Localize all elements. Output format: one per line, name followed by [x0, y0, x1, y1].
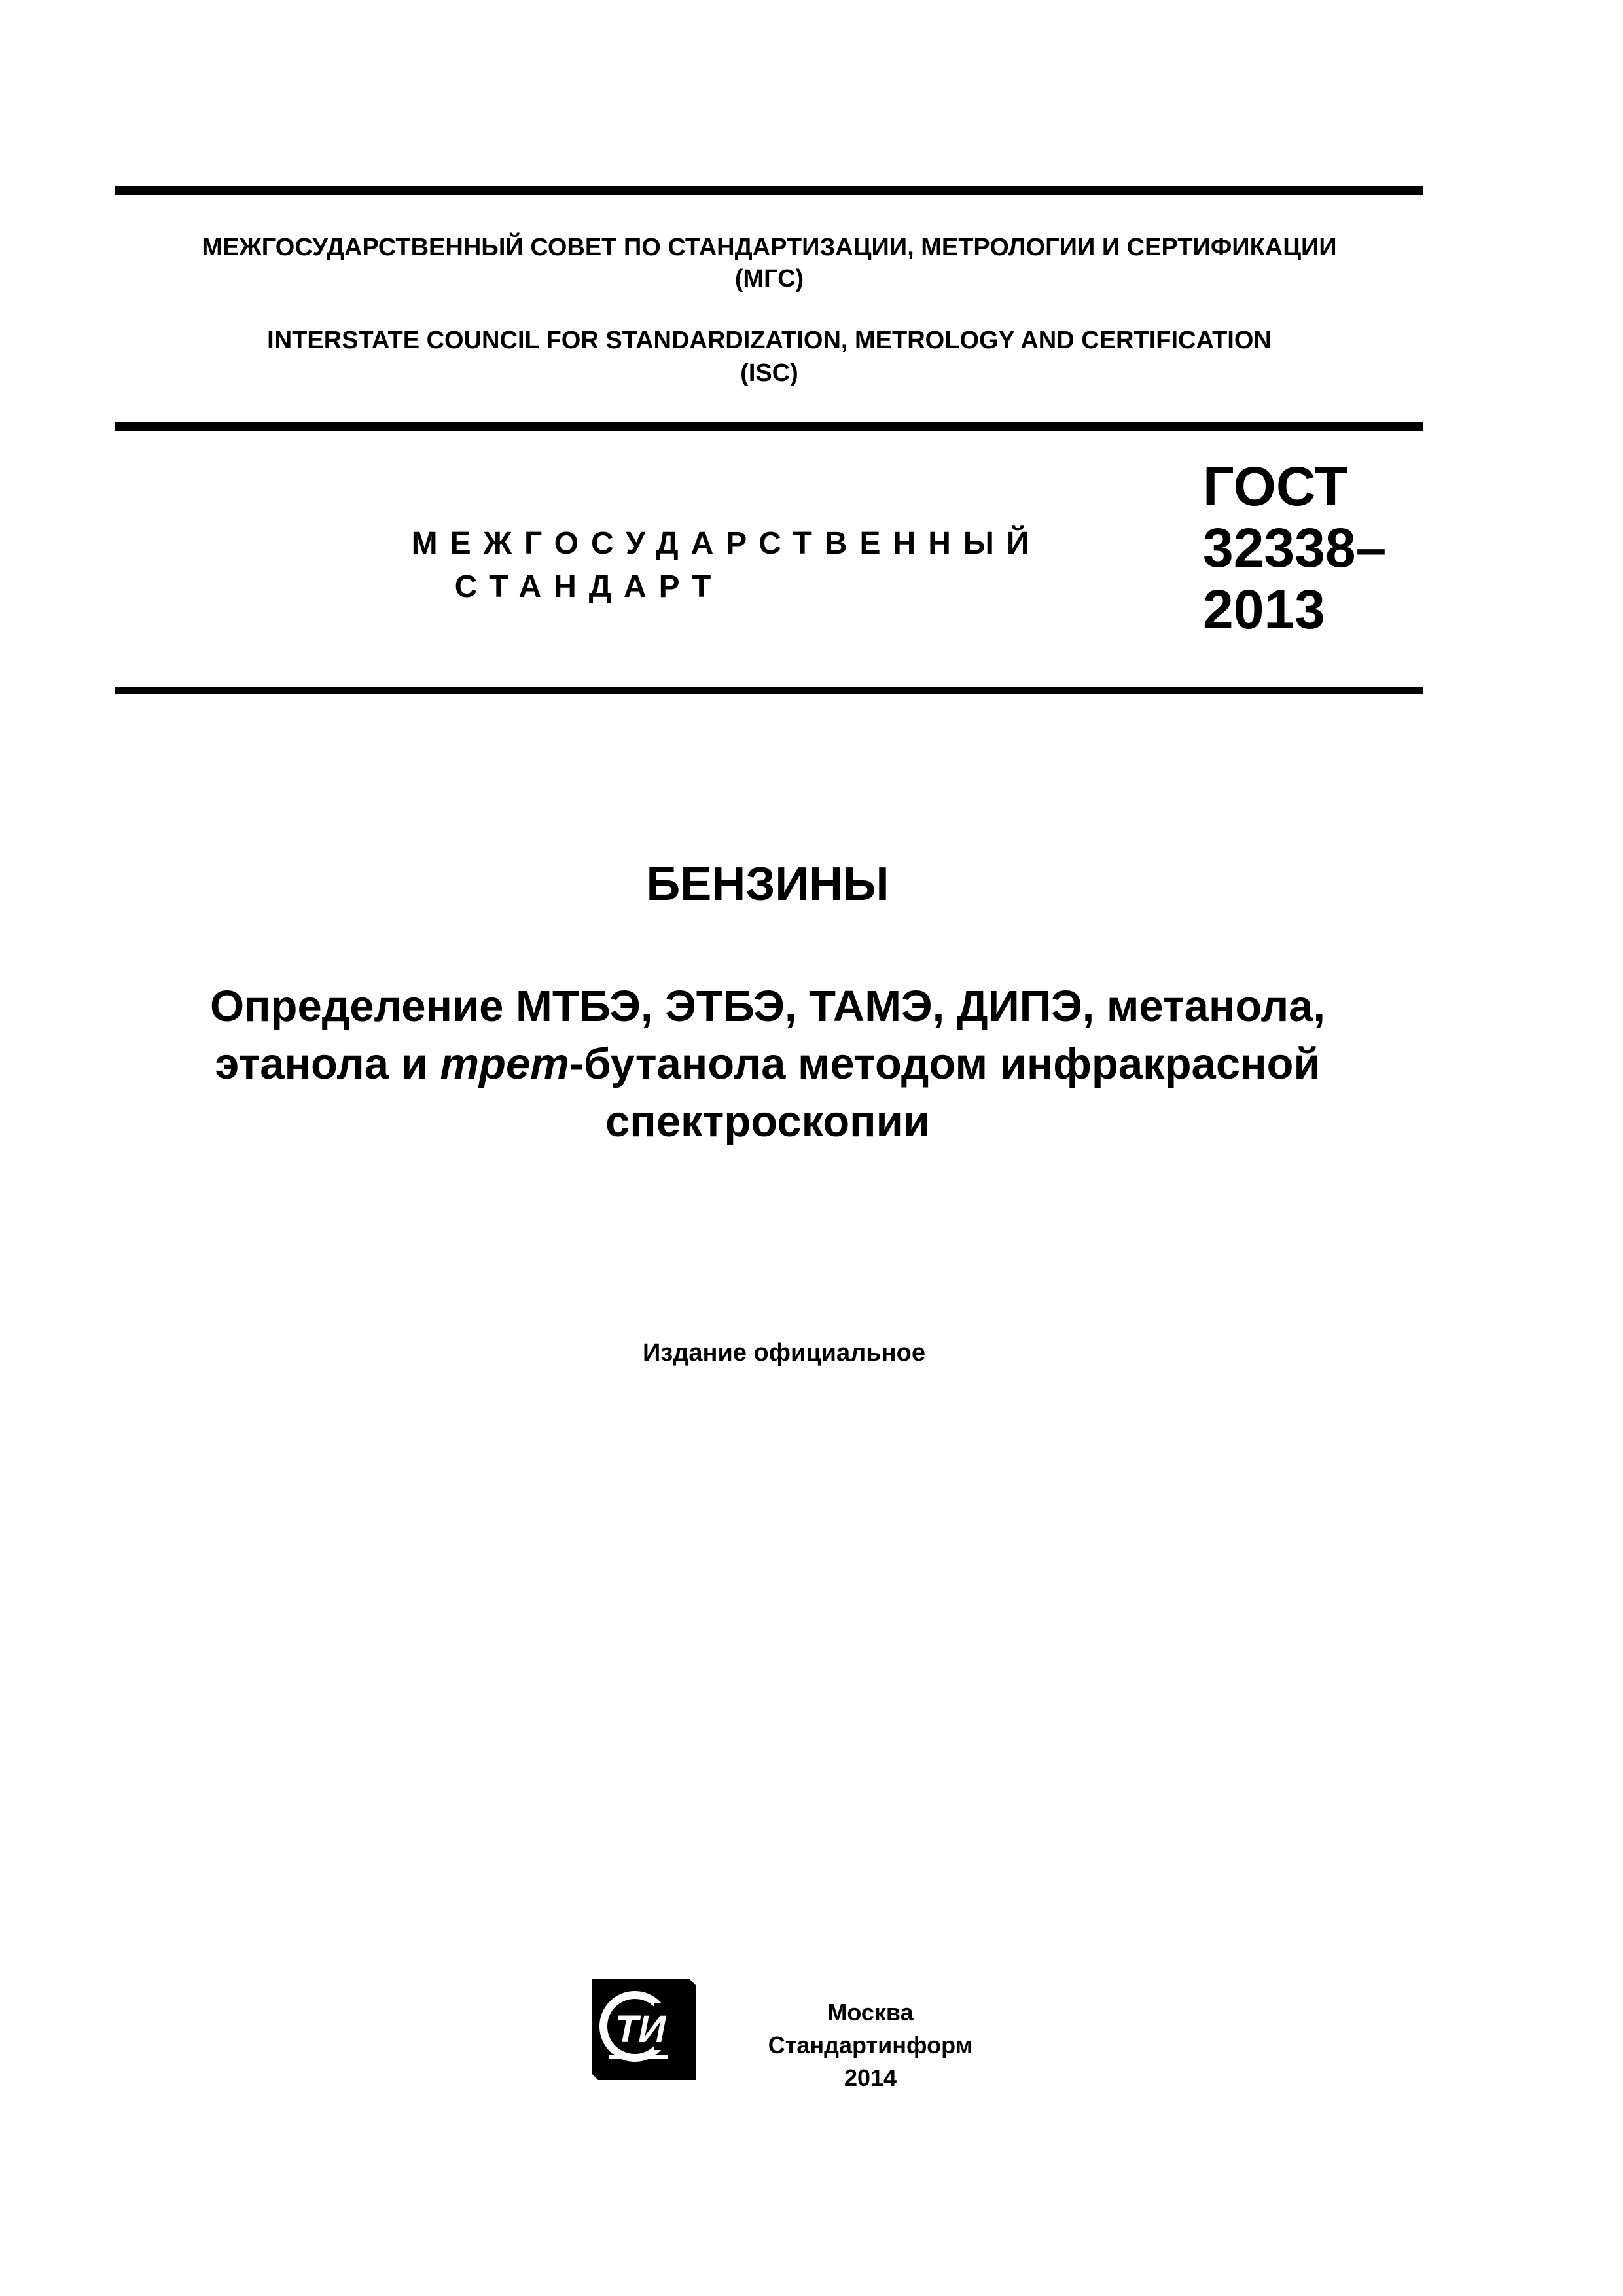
council-abbr-ru: (МГС) — [734, 265, 804, 293]
header-rule — [115, 422, 1423, 431]
document-subtitle-line2 — [0, 1035, 1535, 1093]
subtitle-line2-italic: трет — [440, 1039, 569, 1088]
council-abbr-en: (ISC) — [740, 359, 798, 387]
council-name-ru: МЕЖГОСУДАРСТВЕННЫЙ СОВЕТ ПО СТАНДАРТИЗАЦИИ, МЕТРОЛОГИИ И СЕРТИФИКАЦИИ — [202, 234, 1337, 261]
gost-year: 2013 — [1203, 579, 1325, 640]
document-title: БЕНЗИНЫ — [646, 858, 889, 910]
council-name-en: INTERSTATE COUNCIL FOR STANDARDIZATION, METROLOGY AND CERTIFICATION — [267, 327, 1272, 354]
imprint — [726, 1996, 1014, 2094]
document-subtitle-line1: Определение МТБЭ, ЭТБЭ, ТАМЭ, ДИПЭ, метанола, — [209, 982, 1326, 1031]
standard-kind-line2: СТАНДАРТ — [454, 569, 724, 604]
top-rule — [115, 186, 1423, 195]
standard-kind-line1: МЕЖГОСУДАРСТВЕННЫЙ — [411, 526, 1042, 561]
imprint-city: Москва — [827, 1999, 914, 2026]
gost-number: 32338– — [1203, 517, 1387, 579]
edition-note: Издание официальное — [643, 1339, 925, 1367]
gost-designation — [1203, 456, 1386, 640]
document-subtitle-line3: спектроскопии — [605, 1097, 930, 1146]
imprint-year: 2014 — [844, 2064, 897, 2091]
gost-label: ГОСТ — [1203, 456, 1348, 517]
svg-text:ТИ: ТИ — [615, 2008, 666, 2051]
subtitle-line2-post: -бутанола методом инфракрасной — [569, 1039, 1321, 1088]
designation-rule — [115, 687, 1423, 694]
imprint-publisher: Стандартинформ — [768, 2032, 973, 2058]
subtitle-line2-pre: этанола и — [215, 1039, 440, 1088]
standartinform-logo-icon — [589, 1977, 699, 2084]
